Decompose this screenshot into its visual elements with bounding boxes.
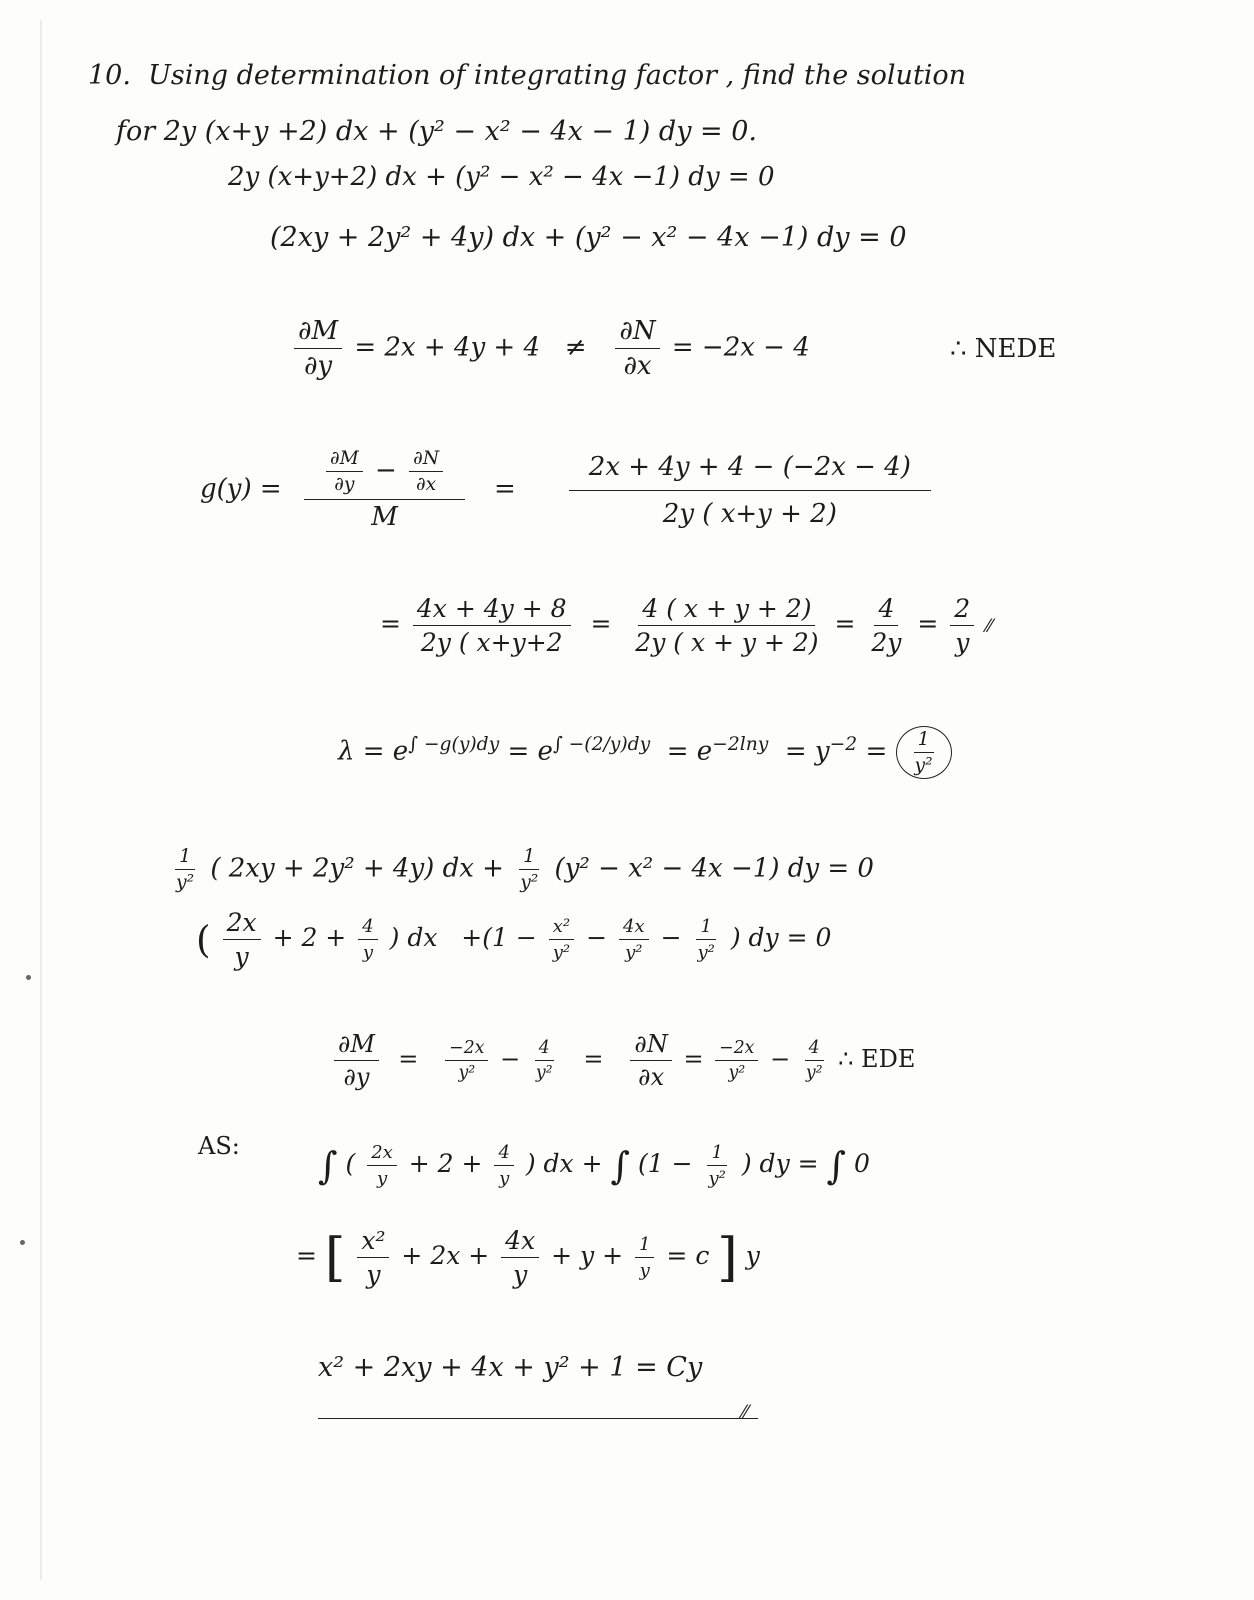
not-equal-sign: ≠ (564, 332, 587, 363)
integral-setup: ∫ ( $\frac{2x}{y}$ + 2 + $\frac{4}{y}$ ) dx + ∫ (1 − $\frac{1}{\text{y²}}$ ) dy = ∫ 0 (318, 1142, 870, 1189)
exponent-2: ∫ −(2/y)dy (552, 733, 651, 755)
term-2x-over-y: $\frac{2x}{y}$ (223, 908, 261, 971)
final-answer: x² + 2xy + 4x + y² + 1 = Cy (318, 1352, 703, 1383)
result-mark: ⁄⁄ (986, 616, 993, 637)
ede-verdict: ∴ EDE (838, 1045, 916, 1073)
problem-line-2: for 2y (x+y +2) dx + (y² − x² − 4x − 1) dy = 0. (116, 116, 757, 147)
dM-value: = 2x + 4y + 4 (354, 332, 540, 363)
answer-label: AS: (198, 1132, 240, 1160)
nede-verdict: ∴ NEDE (950, 334, 1057, 364)
exponent-3: −2lny (712, 733, 769, 755)
g-of-y-simplification: = $\frac{4x + 4y + 8}{2y ( x+y+2}$ = $\frac{4 ( x + y + 2)}{2y ( x + y + 2)}$ = $\frac{4}{2y}$ = $\frac{2}{y}$ ⁄⁄ (380, 594, 993, 657)
multiplied-equation: $\frac{1}{\text{y²}}$ ( 2xy + 2y² + 4y) dx + $\frac{1}{\text{y²}}$ (y² − x² − 4x −1) dy = 0 (168, 846, 874, 893)
dN-dx-fraction: $\frac{\partial N}{\partial x}$ (615, 316, 659, 381)
dN-dx-small: $\frac{\partial N}{\partial x}$ (409, 448, 443, 495)
final-mark: ⁄⁄ (742, 1402, 749, 1423)
final-underline (318, 1418, 758, 1419)
simplify-fraction-3: $\frac{4}{2y}$ (871, 594, 902, 657)
problem-number: 10. (88, 60, 131, 91)
scan-speck (26, 975, 31, 980)
g-of-y-denominator: M (371, 502, 398, 532)
restated-equation: 2y (x+y+2) dx + (y² − x² − 4x −1) dy = 0 (228, 162, 775, 192)
problem-statement: Using determination of integrating factor , find the solution (148, 60, 967, 91)
dM-dy-fraction-2: $\frac{\partial M}{\partial y}$ (334, 1030, 379, 1091)
circled-integrating-factor: $\frac{1}{\text{y²}}$ (896, 726, 952, 779)
simplify-fraction-2: $\frac{4 ( x + y + 2)}{2y ( x + y + 2)}$ (635, 594, 819, 657)
dN-value: = −2x − 4 (671, 332, 810, 363)
factor-fraction-1: $\frac{1}{\text{y²}}$ (176, 846, 195, 893)
exact-check: $\frac{\partial M}{\partial y}$ = $\frac{-2x}{\text{y²}}$ − $\frac{4}{\text{y²}}$ = $\frac{\partial N}{\partial x}$ = $\frac{-2x}{\text{y²}}$ − $\frac{4}{\text{y²}}$ ∴ EDE (330, 1030, 915, 1091)
dM-dy-small: $\frac{\partial M}{\partial y}$ (326, 448, 363, 495)
term-4x-over-y2: $\frac{4x}{\text{y²}}$ (619, 916, 649, 963)
term-1-over-y2: $\frac{1}{\text{y²}}$ (697, 916, 715, 963)
term-x2-over-y2: $\frac{\text{x²}}{\text{y²}}$ (549, 916, 574, 963)
divided-equation: ( $\frac{2x}{y}$ + 2 + $\frac{4}{y}$ ) dx +(1 − $\frac{\text{x²}}{\text{y²}}$ − $\frac{4x}{\text{y²}}$ − $\frac{1}{\text{y²}}$ ) dy = 0 (196, 908, 832, 971)
exponent-4: −2 (829, 733, 858, 755)
integrated-result: = [ $\frac{\text{x²}}{y}$ + 2x + $\frac{4x}{y}$ + y + $\frac{1}{y}$ = c ] y (296, 1226, 760, 1289)
exponent-1: ∫ −g(y)dy (408, 733, 500, 755)
dN-dx-fraction-2: $\frac{\partial N}{\partial x}$ (630, 1030, 671, 1091)
g-of-y-left-fraction: $\frac{\partial M}{\partial y}$ − $\frac{\partial N}{\partial x}$ M (304, 448, 465, 532)
simplify-fraction-1: $\frac{4x + 4y + 8}{2y ( x+y+2}$ (413, 594, 571, 657)
integrating-factor: $\lambda = e^{\int -g(y)dy} = e^{\int -(2/y)dy} = e^{-2lny} = y^{-2}$ = $\frac{1}{\text{y²}}$ (338, 726, 952, 779)
g-of-y-definition: g(y) = $\frac{\partial M}{\partial y}$ − $\frac{\partial N}{\partial x}$ M = $\frac{2x + 4y + 4 - (-2x - 4)}{2y ( x+y + 2)}$ (200, 448, 935, 532)
scan-speck (20, 1240, 25, 1245)
g-of-y-label: g(y) = (200, 474, 282, 504)
dM-dy-fraction: $\frac{\partial M}{\partial y}$ (294, 316, 342, 381)
exactness-test (290, 316, 810, 381)
simplify-fraction-4: $\frac{2}{y}$ (950, 594, 974, 657)
g-of-y-right-fraction: $\frac{2x + 4y + 4 - (-2x - 4)}{2y ( x+y + 2)}$ (569, 452, 931, 529)
factor-fraction-2: $\frac{1}{\text{y²}}$ (520, 846, 539, 893)
problem-line-1 (88, 60, 966, 91)
page-edge (40, 20, 42, 1580)
term-4-over-y: $\frac{4}{y}$ (358, 916, 377, 963)
expanded-equation: (2xy + 2y² + 4y) dx + (y² − x² − 4x −1) dy = 0 (270, 222, 907, 253)
